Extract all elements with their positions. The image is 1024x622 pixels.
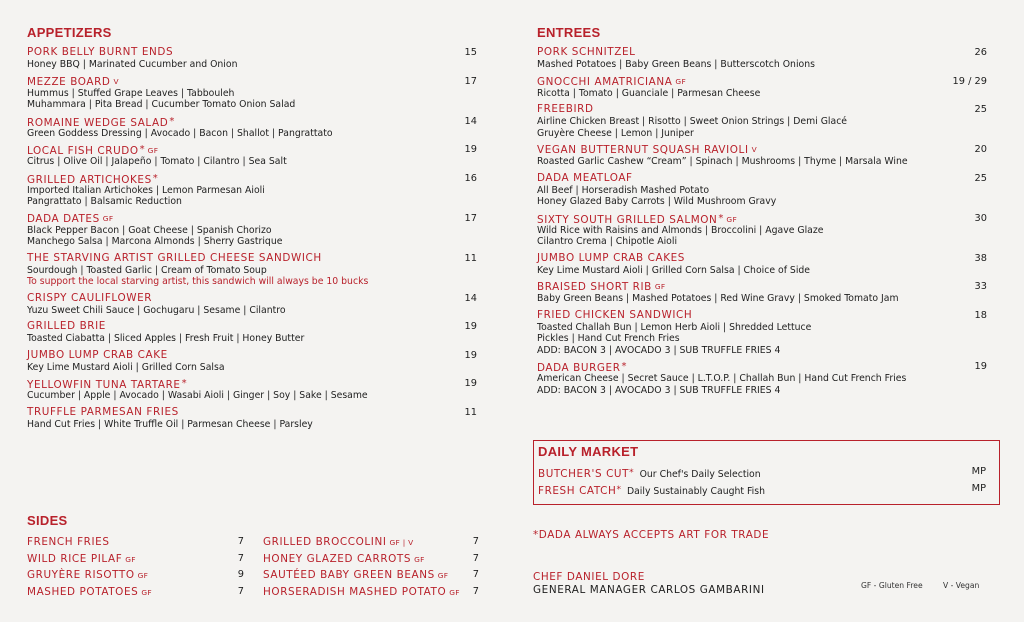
item-price: 17 (464, 212, 477, 224)
item-price: 19 (464, 378, 477, 389)
item-name: DADA MEATLOAF (537, 171, 633, 184)
item-price: 11 (464, 406, 477, 418)
item-description: Gruyère Cheese | Lemon | Juniper (537, 127, 694, 139)
item-description: Key Lime Mustard Aioli | Grilled Corn Salsa (27, 361, 225, 373)
asterisk-mark: * (629, 468, 634, 478)
item-description: Muhammara | Pita Bread | Cucumber Tomato Onion Salad (27, 99, 296, 110)
item-description: Hummus | Stuffed Grape Leaves | Tabbouleh (27, 87, 235, 99)
daily-market-item (538, 463, 986, 480)
item-header (537, 309, 987, 322)
side-name: HORSERADISH MASHED POTATO (263, 585, 447, 598)
item-name: SIXTY SOUTH GRILLED SALMON (537, 213, 718, 226)
item-name: ROMAINE WEDGE SALAD (27, 116, 169, 129)
item-header (27, 46, 477, 59)
menu-item (537, 143, 987, 168)
item-header (537, 252, 987, 265)
appetizers-title: APPETIZERS (27, 25, 112, 40)
item-name: PORK SCHNITZEL (537, 46, 636, 58)
item-description: Hand Cut Fries | White Truffle Oil | Parmesan Cheese | Parsley (27, 418, 313, 430)
item-description: Key Lime Mustard Aioli | Grilled Corn Salsa | Choice of Side (537, 264, 811, 276)
item-description: Airline Chicken Breast | Risotto | Sweet Onion Strings | Demi Glacé (537, 116, 848, 127)
side-item (27, 584, 244, 601)
side-price: 7 (472, 569, 479, 580)
item-price: 19 (464, 144, 477, 155)
entrees-title: ENTREES (537, 25, 601, 40)
side-item (263, 551, 479, 568)
item-name: FRIED CHICKEN SANDWICH (537, 308, 693, 321)
menu-item (537, 212, 987, 248)
menu-item (27, 349, 477, 374)
item-header (537, 212, 987, 225)
item-description: Green Goddess Dressing | Avocado | Bacon | Shallot | Pangrattato (27, 127, 333, 139)
diet-tag: GF (141, 587, 152, 597)
item-name: GNOCCHI AMATRICIANA (537, 75, 673, 88)
item-price: 11 (464, 252, 477, 264)
side-name: MASHED POTATOES (27, 585, 139, 598)
item-price: 16 (464, 172, 477, 184)
side-item (27, 534, 244, 551)
item-price: 20 (974, 144, 987, 155)
item-price: 33 (974, 281, 987, 292)
side-item (27, 567, 244, 584)
sides-title: SIDES (27, 513, 68, 528)
item-price: 25 (974, 172, 987, 184)
item-description: Baby Green Beans | Mashed Potatoes | Red Wine Gravy | Smoked Tomato Jam (537, 293, 899, 304)
item-name: GRILLED ARTICHOKES (27, 173, 152, 186)
side-name: WILD RICE PILAF (27, 552, 123, 565)
diet-tag: GF (675, 76, 686, 86)
item-header (27, 143, 477, 156)
item-header (537, 143, 987, 156)
asterisk-mark: * (616, 485, 621, 495)
item-price: 30 (974, 212, 987, 224)
item-name: JUMBO LUMP CRAB CAKES (537, 251, 686, 264)
diet-tag: GF (449, 587, 460, 597)
item-name: PORK BELLY BURNT ENDS (27, 46, 174, 58)
item-price: 15 (464, 47, 477, 58)
item-price: 19 / 29 (952, 75, 987, 87)
item-description: ADD: BACON 3 | AVOCADO 3 | SUB TRUFFLE FRIES 4 (537, 344, 781, 356)
menu-item (27, 377, 477, 402)
diet-tag: GF (437, 571, 449, 580)
item-note: To support the local starving artist, this sandwich will always be 10 bucks (27, 276, 369, 287)
side-item (263, 567, 479, 584)
item-name: THE STARVING ARTIST GRILLED CHEESE SANDWICH (27, 251, 322, 264)
item-description: Pickles | Hand Cut French Fries (537, 333, 680, 344)
item-header (27, 252, 477, 265)
market-item-name: FRESH CATCH (538, 485, 617, 497)
item-header (27, 349, 477, 362)
menu-item (537, 172, 987, 208)
item-name: LOCAL FISH CRUDO (27, 145, 139, 157)
item-description: All Beef | Horseradish Mashed Potato (537, 184, 710, 196)
item-name: VEGAN BUTTERNUT SQUASH RAVIOLI (537, 144, 749, 156)
menu-item (537, 309, 987, 357)
asterisk-mark: * (718, 212, 724, 224)
menu-item (537, 280, 987, 305)
menu-item (27, 115, 477, 140)
item-header (537, 360, 987, 373)
item-description: Mashed Potatoes | Baby Green Beans | Butterscotch Onions (537, 59, 815, 70)
item-description: Toasted Challah Bun | Lemon Herb Aioli | Shredded Lettuce (537, 321, 812, 333)
item-price: 25 (974, 104, 987, 115)
item-price: 38 (974, 252, 987, 264)
asterisk-mark: * (139, 144, 145, 155)
menu-item (27, 252, 477, 288)
item-description: Roasted Garlic Cashew “Cream” | Spinach | Mushrooms | Thyme | Marsala Wine (537, 156, 908, 167)
menu-item (27, 292, 477, 317)
item-price: 19 (464, 349, 477, 361)
item-header (27, 320, 477, 333)
item-price: 14 (464, 115, 477, 127)
menu-item (27, 406, 477, 431)
legend-vegan: V - Vegan (943, 581, 980, 590)
item-name: GRILLED BRIE (27, 320, 106, 332)
item-description: Citrus | Olive Oil | Jalapeño | Tomato | Cilantro | Sea Salt (27, 156, 287, 167)
item-description: Wild Rice with Raisins and Almonds | Broccolini | Agave Glaze (537, 224, 824, 236)
item-header (537, 103, 987, 116)
item-description: Yuzu Sweet Chili Sauce | Gochugaru | Sesame | Cilantro (27, 304, 286, 316)
item-name: CRISPY CAULIFLOWER (27, 291, 153, 304)
market-item-description: Our Chef's Daily Selection (639, 469, 761, 480)
menu-item (537, 360, 987, 396)
diet-tag: V (751, 145, 757, 154)
sides-grid (27, 534, 482, 604)
item-price: 17 (464, 75, 477, 87)
item-description: Cilantro Crema | Chipotle Aioli (537, 236, 678, 247)
side-price: 7 (472, 585, 479, 597)
sides-right-column (263, 534, 479, 600)
item-header (27, 212, 477, 225)
chef-name: CHEF DANIEL DORE (533, 571, 645, 583)
market-item-price: MP (971, 483, 986, 494)
side-item (27, 551, 244, 568)
item-description: Ricotta | Tomato | Guanciale | Parmesan Cheese (537, 87, 761, 99)
menu-item (537, 103, 987, 139)
menu-item (27, 75, 477, 111)
general-manager-name: GENERAL MANAGER CARLOS GAMBARINI (533, 584, 765, 596)
menu-item (537, 75, 987, 100)
item-name: BRAISED SHORT RIB (537, 281, 652, 293)
item-name: FREEBIRD (537, 103, 594, 115)
side-name: HONEY GLAZED CARROTS (263, 552, 412, 565)
item-price: 18 (974, 309, 987, 321)
item-description: Black Pepper Bacon | Goat Cheese | Spanish Chorizo (27, 224, 272, 236)
item-name: TRUFFLE PARMESAN FRIES (27, 405, 179, 418)
sides-section (27, 514, 482, 604)
menu-item (537, 46, 987, 71)
item-header (27, 172, 477, 185)
item-header (27, 75, 477, 88)
daily-market-box (533, 440, 1000, 505)
side-price: 7 (237, 536, 244, 547)
item-price: 26 (974, 47, 987, 58)
item-description: Pangrattato | Balsamic Reduction (27, 196, 182, 207)
market-item-price: MP (971, 466, 986, 477)
daily-market-title: DAILY MARKET (538, 444, 639, 459)
item-name: DADA DATES (27, 212, 100, 225)
daily-market-list (538, 463, 986, 497)
side-item (263, 584, 479, 601)
diet-tag: GF (654, 282, 666, 291)
diet-tag: GF (726, 214, 737, 224)
menu-item (27, 212, 477, 248)
item-header (27, 292, 477, 305)
item-header (537, 172, 987, 185)
item-price: 19 (974, 361, 987, 372)
item-description: Imported Italian Artichokes | Lemon Parmesan Aioli (27, 184, 265, 196)
item-header (537, 280, 987, 293)
item-price: 14 (464, 292, 477, 304)
item-header (27, 377, 477, 390)
side-price: 7 (472, 536, 479, 547)
menu-item (27, 46, 477, 71)
asterisk-mark: * (169, 115, 175, 127)
item-header (537, 46, 987, 59)
art-trade-note: *DADA ALWAYS ACCEPTS ART FOR TRADE (533, 529, 770, 541)
menu-item (27, 172, 477, 208)
legend-gluten-free: GF - Gluten Free (861, 581, 923, 590)
asterisk-mark: * (181, 378, 187, 389)
item-header (537, 75, 987, 88)
diet-tag: GF | V (389, 538, 414, 547)
diet-tag: GF (102, 213, 114, 223)
market-item-name: BUTCHER'S CUT (538, 468, 630, 480)
diet-tag: GF (147, 146, 159, 155)
item-header (27, 115, 477, 128)
side-price: 7 (237, 585, 244, 597)
market-item-description: Daily Sustainably Caught Fish (626, 486, 765, 497)
appetizer-list (27, 46, 477, 430)
item-description: Manchego Salsa | Marcona Almonds | Sherry Gastrique (27, 236, 283, 247)
appetizers-section (27, 26, 477, 434)
item-description: ADD: BACON 3 | AVOCADO 3 | SUB TRUFFLE FRIES 4 (537, 384, 781, 396)
asterisk-mark: * (152, 172, 158, 184)
entrees-section (537, 26, 987, 400)
diet-tag: V (113, 76, 119, 86)
side-price: 7 (237, 552, 244, 564)
side-name: GRUYÈRE RISOTTO (27, 569, 135, 581)
item-description: American Cheese | Secret Sauce | L.T.O.P. | Challah Bun | Hand Cut French Fries (537, 373, 907, 384)
entree-list (537, 46, 987, 396)
item-name: DADA BURGER (537, 362, 621, 374)
diet-tag: GF (137, 571, 149, 580)
diet-tag: GF (414, 554, 425, 564)
diet-tag: GF (125, 554, 136, 564)
item-description: Sourdough | Toasted Garlic | Cream of Tomato Soup (27, 264, 267, 276)
side-name: SAUTÉED BABY GREEN BEANS (263, 569, 435, 581)
item-name: JUMBO LUMP CRAB CAKE (27, 348, 168, 361)
item-description: Toasted Ciabatta | Sliced Apples | Fresh Fruit | Honey Butter (27, 333, 305, 344)
item-header (27, 406, 477, 419)
item-price: 19 (464, 321, 477, 332)
side-name: GRILLED BROCCOLINI (263, 536, 387, 548)
sides-left-column (27, 534, 244, 600)
item-description: Cucumber | Apple | Avocado | Wasabi Aioli | Ginger | Soy | Sake | Sesame (27, 390, 368, 401)
side-item (263, 534, 479, 551)
item-description: Honey Glazed Baby Carrots | Wild Mushroom Gravy (537, 196, 777, 207)
side-name: FRENCH FRIES (27, 536, 110, 548)
item-name: YELLOWFIN TUNA TARTARE (27, 379, 181, 391)
menu-item (537, 252, 987, 277)
item-name: MEZZE BOARD (27, 75, 111, 88)
daily-market-item (538, 480, 986, 497)
side-price: 7 (472, 552, 479, 564)
asterisk-mark: * (621, 361, 627, 372)
item-description: Honey BBQ | Marinated Cucumber and Onion (27, 59, 238, 70)
menu-item (27, 143, 477, 168)
side-price: 9 (237, 569, 244, 580)
menu-item (27, 320, 477, 345)
